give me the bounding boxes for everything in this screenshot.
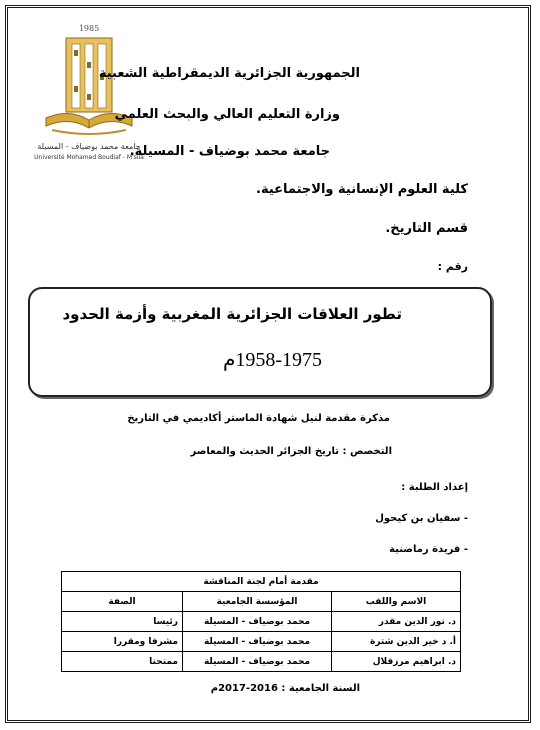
title-box	[28, 287, 492, 397]
header-republic: الجمهورية الجزائرية الديمقراطية الشعبية	[98, 66, 360, 81]
table-header-row	[62, 592, 461, 612]
header-university: جامعة محمد بوضياف - المسيلة.	[129, 144, 330, 159]
students-label: إعداد الطلبة :	[401, 482, 468, 493]
column-header: الصفة	[62, 592, 183, 612]
university-logo	[34, 20, 144, 160]
member-role: مشرفا ومقررا	[62, 632, 183, 652]
table-caption-row	[62, 572, 461, 592]
member-role: رئيسا	[62, 612, 183, 632]
member-name: أ. د خير الدين شترة	[332, 632, 461, 652]
memo-line: مذكرة مقدمة لنيل شهادة الماستر أكاديمي في التاريخ	[127, 413, 390, 424]
member-institution: محمد بوضياف - المسيلة	[183, 632, 332, 652]
member-role: ممتحنا	[62, 652, 183, 672]
student-item: - سفيان بن كيحول	[375, 513, 468, 524]
department: قسم التاريخ.	[385, 221, 468, 236]
header-ministry: وزارة التعليم العالي والبحث العلمي	[114, 107, 340, 122]
member-institution: محمد بوضياف - المسيلة	[183, 652, 332, 672]
table-row	[62, 632, 461, 652]
number-label: رقم :	[437, 260, 468, 273]
logo-name-french: Université Mohamed Boudiaf - M'sila	[34, 154, 144, 161]
thesis-title: تطور العلاقات الجزائرية المغربية وأزمة الحدود	[62, 305, 402, 323]
committee-caption: مقدمة أمام لجنة المناقشة	[62, 572, 461, 592]
faculty: كلية العلوم الإنسانية والاجتماعية.	[256, 182, 468, 197]
logo-name-arabic: جامعة محمد بوضياف - المسيلة	[37, 142, 141, 151]
column-header: المؤسسة الجامعية	[183, 592, 332, 612]
member-name: د. نور الدين مقدر	[332, 612, 461, 632]
member-name: د. ابراهيم مرزقلال	[332, 652, 461, 672]
table-row	[62, 652, 461, 672]
student-item: - فريدة رماضنية	[389, 544, 468, 555]
logo-year: 1985	[78, 24, 100, 33]
column-header: الاسم واللقب	[332, 592, 461, 612]
table-row	[62, 612, 461, 632]
academic-year: السنة الجامعية : 2016-2017م	[210, 683, 360, 694]
thesis-years: 1958-1975م	[222, 349, 322, 371]
committee-table	[61, 571, 461, 672]
member-institution: محمد بوضياف - المسيلة	[183, 612, 332, 632]
specialty-line: التخصص : تاريخ الجزائر الحديث والمعاصر	[190, 446, 392, 457]
logo-emblem-icon	[34, 20, 144, 142]
